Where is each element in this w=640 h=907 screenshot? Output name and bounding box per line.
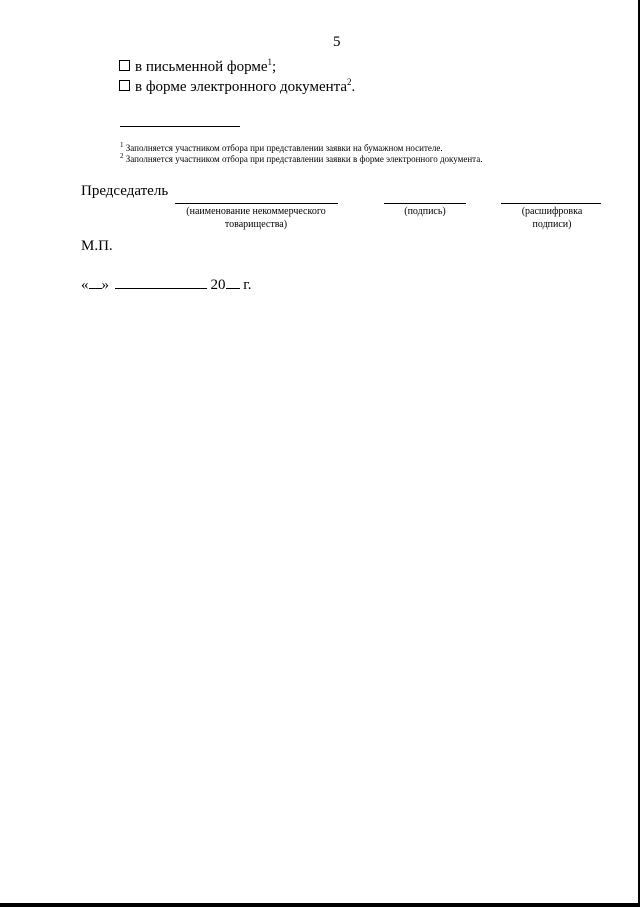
org-name-caption: (наименование некоммерческого товарищества) bbox=[186, 206, 326, 230]
signature-field-line[interactable] bbox=[384, 203, 466, 204]
option-written-form-label: в письменной форме bbox=[135, 59, 268, 75]
date-line bbox=[81, 277, 251, 294]
option-electronic-form bbox=[119, 79, 355, 96]
signature-decode-caption: (расшифровка подписи) bbox=[521, 206, 583, 230]
signature-decode-field-line[interactable] bbox=[501, 203, 601, 204]
footnote-separator bbox=[120, 126, 240, 127]
chairman-label: Председатель bbox=[81, 183, 169, 199]
checkbox-written-form[interactable] bbox=[119, 60, 130, 71]
date-year-suffix: г. bbox=[243, 277, 252, 293]
footnote-2-marker: 2 bbox=[120, 152, 124, 160]
checkbox-electronic-form[interactable] bbox=[119, 80, 130, 91]
date-month-field[interactable] bbox=[115, 277, 207, 289]
org-name-field-line[interactable] bbox=[175, 203, 338, 204]
scan-border-bottom bbox=[0, 903, 640, 907]
footnote-1 bbox=[120, 143, 443, 153]
footnote-1-text: Заполняется участником отбора при представлении заявки на бумажном носителе. bbox=[125, 143, 443, 153]
signature-caption: (подпись) bbox=[404, 206, 446, 217]
option-electronic-form-label: в форме электронного документа bbox=[135, 79, 348, 95]
option-written-form bbox=[119, 59, 276, 76]
footnote-2 bbox=[120, 154, 482, 164]
stamp-place-label: М.П. bbox=[81, 238, 113, 254]
option-electronic-form-suffix: . bbox=[351, 79, 356, 95]
footnote-ref-2: 2 bbox=[347, 77, 352, 87]
date-close-quote: » bbox=[101, 277, 109, 293]
date-year-field[interactable] bbox=[226, 277, 240, 289]
footnote-1-marker: 1 bbox=[120, 141, 124, 149]
date-open-quote: « bbox=[81, 277, 89, 293]
option-written-form-suffix: ; bbox=[272, 59, 277, 75]
date-day-field[interactable] bbox=[89, 277, 102, 289]
date-year-prefix: 20 bbox=[210, 277, 226, 293]
footnote-2-text: Заполняется участником отбора при представлении заявки в форме электронного документа. bbox=[125, 154, 483, 164]
footnote-ref-1: 1 bbox=[267, 57, 273, 67]
page-number: 5 bbox=[333, 34, 341, 50]
